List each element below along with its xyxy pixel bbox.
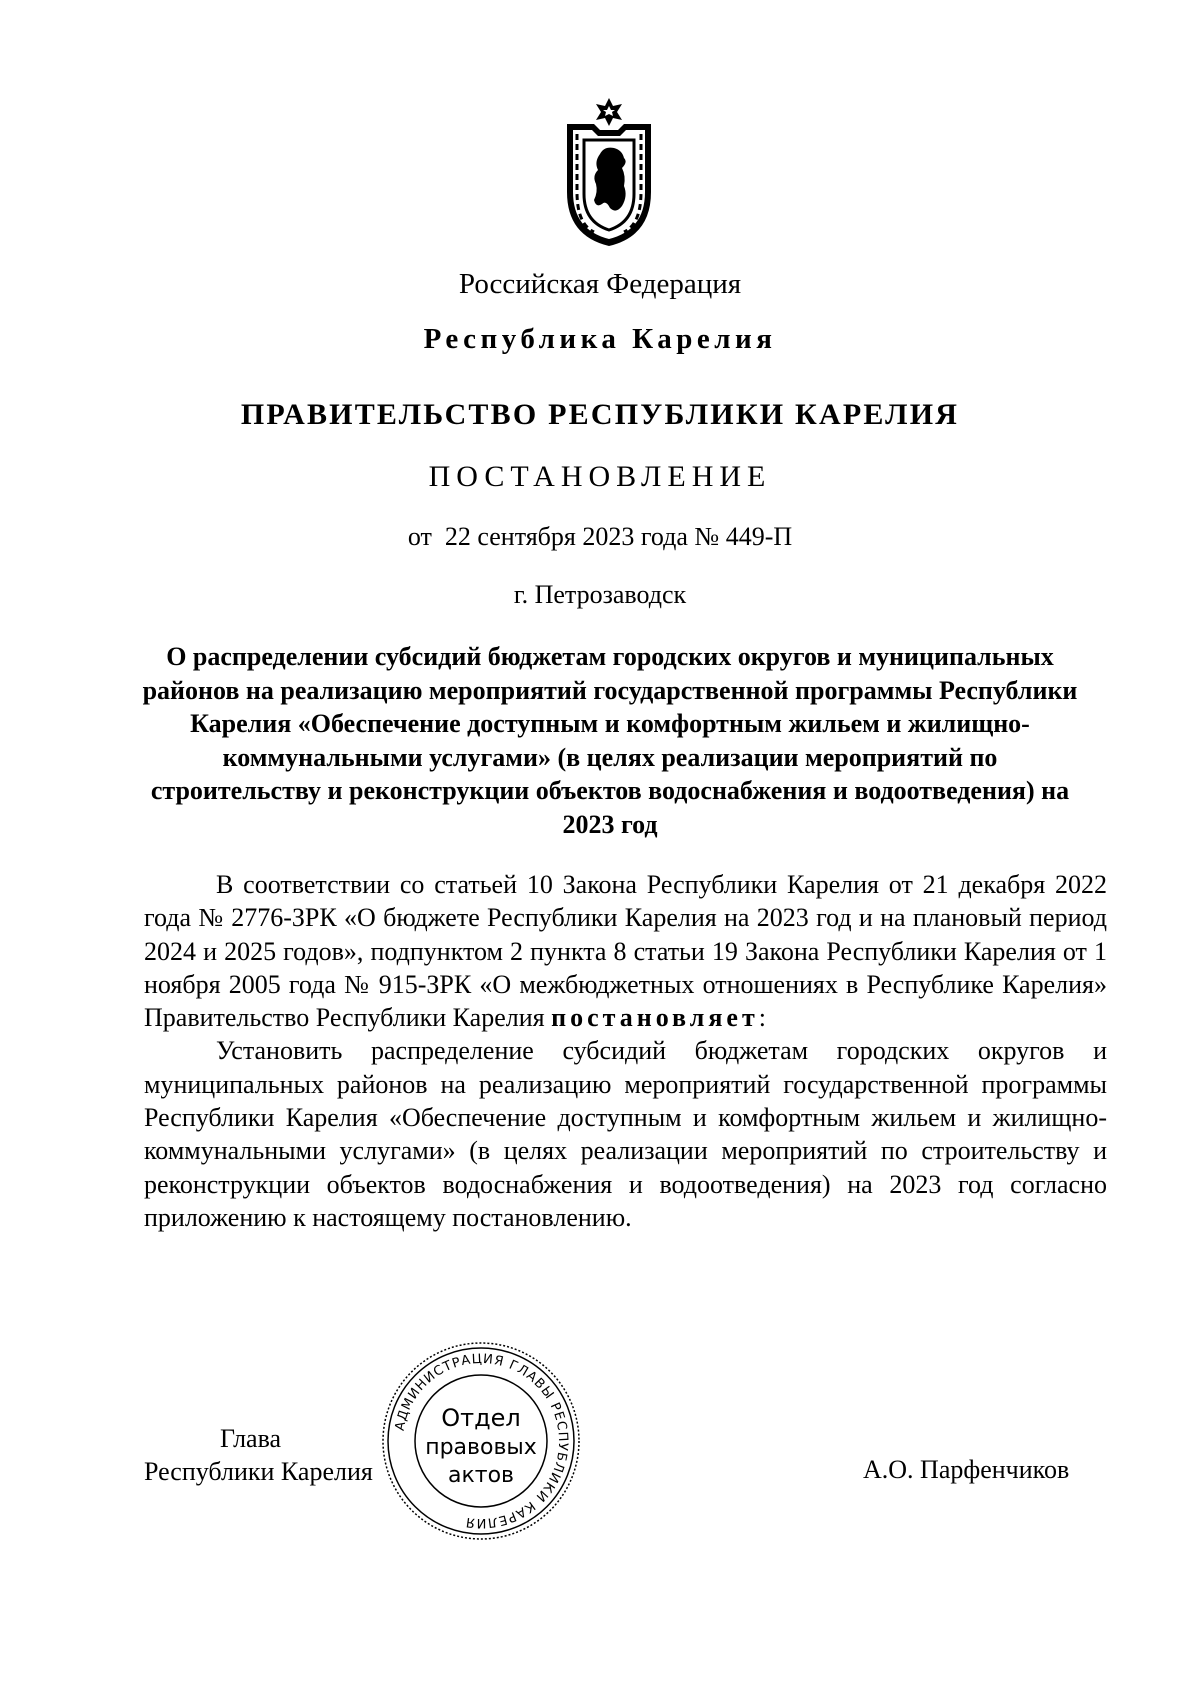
document-type: ПОСТАНОВЛЕНИЕ <box>428 460 772 493</box>
paragraph-2: Установить распределение субсидий бюджетам городских округов и муниципальных районов на реализацию мероприятий государственной программы Республики Карелия «Обеспечение доступным и комфортным жильем и жилищно-коммунальными услугами» (в целях реализации мероприятий по строительству и реконструкции объектов водоснабжения и водоотведения) на 2023 год согласно приложению к настоящему постановлению. <box>144 1036 1107 1232</box>
document-title: О распределении субсидий бюджетам городских округов и муниципальных районов на реализацию мероприятий государственной программы Республики Карелия «Обеспечение доступным и комфортным жильем и жилищно-коммунальными услугами» (в целях реализации мероприятий по строительству и реконструкции объектов водоснабжения и водоотведения) на 2023 год <box>142 642 1078 839</box>
stamp-line-3: актов <box>447 1463 515 1488</box>
city-line: г. Петрозаводск <box>513 580 687 609</box>
position-line-2: Республики Карелия <box>144 1457 373 1486</box>
government-name: ПРАВИТЕЛЬСТВО РЕСПУБЛИКИ КАРЕЛИЯ <box>240 398 960 431</box>
official-stamp <box>380 1340 582 1542</box>
signatory-name: А.О. Парфенчиков <box>863 1455 1070 1484</box>
document-body <box>144 868 1107 1234</box>
signatory-position <box>144 1422 373 1488</box>
stamp-ring-text: АДМИНИСТРАЦИЯ ГЛАВЫ РЕСПУБЛИКИ КАРЕЛИЯ <box>392 1351 571 1531</box>
paragraph-1 <box>144 868 1107 1034</box>
paragraph-1-end: : <box>758 1003 766 1033</box>
karelia-coat-of-arms-icon <box>564 96 654 248</box>
stamp-line-2: правовых <box>425 1435 537 1460</box>
date-number-line: от 22 сентября 2023 года № 449-П <box>407 522 793 551</box>
stamp-line-1: Отдел <box>441 1404 521 1432</box>
position-line-1: Глава <box>220 1424 282 1453</box>
republic-name: Республика Карелия <box>423 323 777 355</box>
country-name: Российская Федерация <box>458 268 742 300</box>
resolves-word: постановляет <box>551 1003 759 1033</box>
paragraph-1-text: В соответствии со статьей 10 Закона Республики Карелия от 21 декабря 2022 года № 2776-ЗРК «О бюджете Республики Карелия на 2023 год и на плановый период 2024 и 2025 годов», подпунктом 2 пункта 8 статьи 19 Закона Республики Карелия от 1 ноября 2005 года № 915-ЗРК «О межбюджетных отношениях в Республике Карелия» Правительство Республики Карелия <box>144 870 1107 1033</box>
